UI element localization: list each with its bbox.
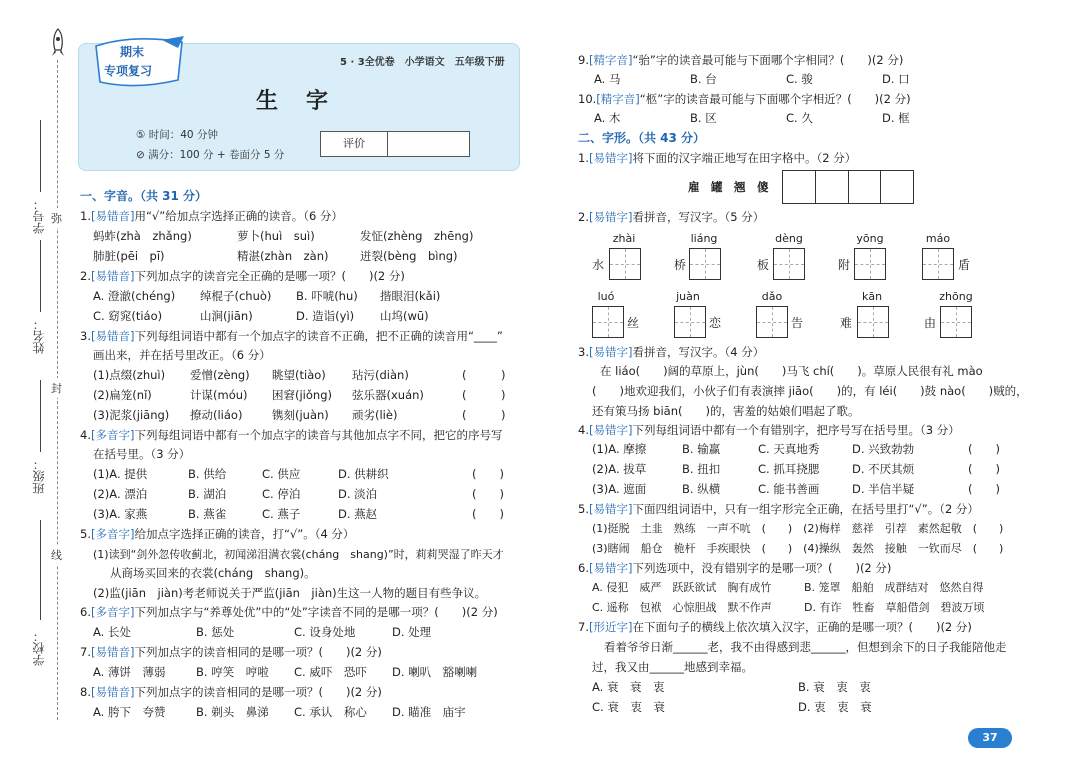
r-question-5: 5.[易错字]下面四组词语中，只有一组字形完全正确，在括号里打“√”。（2 分） [578, 502, 979, 516]
series-label: 5 · 3全优卷 小学语文 五年级下册 [340, 57, 505, 68]
r4-option: D. 半信半疑 [852, 482, 915, 496]
copy-characters: 雇 罐 翘 傻 [688, 180, 769, 194]
r4-option: D. 兴致勃勃 [852, 442, 915, 456]
question-3-cont: 画出来，并在括号里改正。（6 分） [93, 348, 271, 362]
q10-option[interactable]: D. 框 [882, 111, 910, 125]
pinyin-label: máo [925, 232, 951, 245]
answer-blank[interactable]: ( ) [968, 482, 1000, 496]
badge-line2: 专项复习 [104, 64, 153, 78]
writing-cell[interactable] [756, 306, 788, 338]
q6-option[interactable]: D. 处理 [392, 625, 432, 639]
q7-option[interactable]: A. 薄饼 薄弱 [93, 665, 166, 679]
r7-option[interactable]: A. 衰 衰 衷 [592, 680, 665, 694]
writing-cell[interactable] [674, 306, 706, 338]
q1-option[interactable]: 精湛(zhàn zàn) [237, 249, 329, 263]
q2-option: 揩眼泪(kǎi) [380, 289, 441, 303]
pinyin-label: kān [861, 290, 883, 303]
q8-option[interactable]: C. 承认 称心 [294, 705, 367, 719]
q10-option[interactable]: C. 久 [786, 111, 813, 125]
q2-option: B. 吓唬(hu) [296, 289, 358, 303]
q2-option: C. 窈窕(tiáo) [93, 309, 163, 323]
word-part: 水 [592, 258, 605, 272]
q1-option[interactable]: 萝卜(huì suì) [237, 229, 315, 243]
r7-option[interactable]: D. 衷 衷 衰 [798, 700, 872, 714]
word-part: 告 [791, 316, 804, 330]
name-line[interactable] [40, 240, 41, 312]
word-part: 恋 [709, 316, 722, 330]
q8-option[interactable]: B. 剃头 鼻涕 [196, 705, 269, 719]
pinyin-label: yōng [856, 232, 884, 245]
q6-option[interactable]: B. 惩处 [196, 625, 235, 639]
r6-option[interactable]: A. 侵犯 威严 跃跃欲试 胸有成竹 [592, 581, 772, 594]
q4-option: D. 燕赵 [338, 507, 378, 521]
r4-option: (3)A. 遮面 [592, 482, 647, 496]
q10-option[interactable]: A. 木 [594, 111, 621, 125]
q3-word: 顽劣(liè) [352, 408, 398, 422]
r-question-7: 7.[形近字]在下面句子的横线上依次填入汉字，正确的是哪一项？( )(2 分) [578, 620, 972, 634]
q3-word: 玷污(diàn) [352, 368, 409, 382]
r6-option[interactable]: C. 遥称 包袱 心惊胆战 默不作声 [592, 601, 772, 614]
word-part: 桥 [674, 258, 687, 272]
name-label: 姓名： [32, 318, 46, 354]
q4-option: D. 供耕织 [338, 467, 389, 481]
q10-option[interactable]: B. 区 [690, 111, 717, 125]
r3-passage-line: 在 liáo( )阔的草原上，jùn( )马飞 chí( )。草原人民很有礼 mào [600, 364, 983, 378]
word-part: 由 [924, 316, 937, 330]
q9-option[interactable]: D. 口 [882, 72, 910, 86]
word-part: 丝 [627, 316, 640, 330]
q3-word: (2)扁笼(nǐ) [93, 388, 152, 402]
school-line[interactable] [40, 520, 41, 620]
school-label: 学校： [32, 630, 46, 666]
question-3: 3.[易错音]下列每组词语中都有一个加点字的读音不正确，把不正确的读音用“____” [80, 329, 503, 343]
q3-word: 困窘(jiǒng) [272, 388, 332, 402]
q9-option[interactable]: B. 台 [690, 72, 717, 86]
question-5-line: 从商场买回来的衣裳(cháng shang)。 [110, 566, 316, 580]
seal-mark-mi: 弥 [51, 208, 62, 228]
writing-cell[interactable] [940, 306, 972, 338]
r-question-2: 2.[易错字]看拼音，写汉字。（5 分） [578, 210, 765, 224]
q1-option[interactable]: 发怔(zhèng zhēng) [360, 229, 474, 243]
writing-cell[interactable] [857, 306, 889, 338]
r5-line: (1)挺脱 土韭 熟练 一声不吭 ( ) (2)梅样 慈祥 引荐 素然起敬 ( ) [592, 522, 1004, 535]
seal-mark-xian: 线 [51, 545, 62, 565]
writing-grid[interactable] [782, 170, 914, 204]
r4-option: B. 纵横 [682, 482, 721, 496]
r4-option: B. 扭扣 [682, 462, 721, 476]
evaluation-box[interactable] [320, 131, 470, 157]
page-title: 生字 [256, 88, 357, 114]
answer-blank[interactable]: ( ) [462, 368, 506, 382]
question-5-line: (1)读到“剑外忽传收蓟北，初闻涕泪满衣裳(cháng shang)”时，莉莉哭湿了昨天才 [93, 548, 504, 561]
q4-option: C. 停泊 [262, 487, 301, 501]
r4-option: C. 能书善画 [758, 482, 820, 496]
page-number: 37 [968, 728, 1012, 748]
q3-word: (3)泥浆(jiāng) [93, 408, 170, 422]
question-9: 9.[精字音]“骀”字的读音最可能与下面哪个字相同？( )(2 分) [578, 53, 904, 67]
r-question-6: 6.[易错字]下列选项中，没有错别字的是哪一项？( )(2 分) [578, 561, 892, 575]
score-info: ⊘ 满分：100 分 + 卷面分 5 分 [136, 149, 285, 161]
seal-mark-feng: 封 [51, 378, 62, 398]
rocket-icon [50, 28, 66, 58]
class-label: 班级： [32, 458, 46, 494]
r-question-1: 1.[易错字]将下面的汉字端正地写在田字格中。（2 分） [578, 151, 857, 165]
r4-option: D. 不厌其烦 [852, 462, 915, 476]
class-line[interactable] [40, 380, 41, 452]
q7-option[interactable]: C. 威吓 恐吓 [294, 665, 367, 679]
q7-option[interactable]: B. 哼笑 哼啦 [196, 665, 269, 679]
writing-cell[interactable] [592, 306, 624, 338]
question-1: 1.[易错音]用“√”给加点字选择正确的读音。（6 分） [80, 209, 343, 223]
q3-word: 镌刻(juàn) [272, 408, 329, 422]
word-part: 盾 [958, 258, 971, 272]
r6-option[interactable]: D. 有诈 牲畜 草船借剑 碧波万顷 [804, 601, 985, 614]
writing-cell[interactable] [854, 248, 886, 280]
r7-sentence: 过，我又由______地感到幸福。 [592, 660, 753, 674]
q4-option: (3)A. 家燕 [93, 507, 148, 521]
r4-option: (1)A. 摩擦 [592, 442, 647, 456]
q2-option: 山坞(wū) [380, 309, 429, 323]
pinyin-label: dèng [775, 232, 803, 245]
q4-option: B. 供给 [188, 467, 227, 481]
time-info: ⑤ 时间：40 分钟 [136, 129, 218, 141]
binding-margin [0, 0, 75, 763]
word-part: 难 [840, 316, 853, 330]
question-7: 7.[易错音]下列加点字的读音相同的是哪一项？( )(2 分) [80, 645, 382, 659]
answer-blank[interactable]: ( ) [462, 408, 506, 422]
q4-option: D. 淡泊 [338, 487, 378, 501]
q4-option: (2)A. 漂泊 [93, 487, 148, 501]
writing-cell[interactable] [609, 248, 641, 280]
r5-line: (3)瞎闹 船仓 桅杆 手疾眼快 ( ) (4)操纵 轰然 接触 一钦而尽 ( ) [592, 542, 1004, 555]
q3-word: (1)点缀(zhuì) [93, 368, 166, 382]
r4-option: C. 抓耳挠腮 [758, 462, 820, 476]
question-2: 2.[易错音]下列加点字的读音完全正确的是哪一项？( )(2 分) [80, 269, 405, 283]
q2-option: 绰棍子(chuò) [200, 289, 272, 303]
badge-line1: 期末 [120, 45, 145, 59]
q3-word: 爱憎(zèng) [190, 368, 250, 382]
pinyin-label: zhài [612, 232, 636, 245]
r3-passage-line: 还有策马扬 biān( )的，害羞的姑娘们唱起了歌。 [592, 404, 860, 418]
question-5: 5.[多音字]给加点字选择正确的读音，打“√”。（4 分） [80, 527, 355, 541]
pinyin-label: juàn [676, 290, 700, 303]
q4-option: C. 供应 [262, 467, 301, 481]
answer-blank[interactable]: ( ) [472, 467, 504, 481]
q1-option[interactable]: 肺脏(pēi pī) [93, 249, 165, 263]
r4-option: (2)A. 拔草 [592, 462, 647, 476]
q2-option: A. 澄澈(chéng) [93, 289, 176, 303]
question-4: 4.[多音字]下列每组词语中都有一个加点字的读音与其他加点字不同，把它的序号写 [80, 428, 503, 442]
answer-blank[interactable]: ( ) [968, 442, 1000, 456]
answer-blank[interactable]: ( ) [462, 388, 506, 402]
q8-option[interactable]: A. 胯下 夸赞 [93, 705, 166, 719]
q4-option: B. 湖泊 [188, 487, 227, 501]
r-question-4: 4.[易错字]下列每组词语中都有一个有错别字，把序号写在括号里。（3 分） [578, 423, 960, 437]
answer-blank[interactable]: ( ) [472, 507, 504, 521]
question-10: 10.[精字音]“柩”字的读音最可能与下面哪个字相近？( )(2 分) [578, 92, 911, 106]
q6-option[interactable]: A. 长处 [93, 625, 131, 639]
r4-option: B. 输赢 [682, 442, 721, 456]
writing-cell[interactable] [773, 248, 805, 280]
q8-option[interactable]: D. 瞄准 庙宇 [392, 705, 466, 719]
answer-blank[interactable]: ( ) [968, 462, 1000, 476]
q4-option: (1)A. 提供 [93, 467, 148, 481]
question-8: 8.[易错音]下列加点字的读音相同的是哪一项？( )(2 分) [80, 685, 382, 699]
q3-word: 眺望(tiào) [272, 368, 326, 382]
q9-option[interactable]: C. 骏 [786, 72, 813, 86]
q9-option[interactable]: A. 马 [594, 72, 621, 86]
q3-word: 撩动(liáo) [190, 408, 243, 422]
pinyin-label: liáng [690, 232, 718, 245]
r4-option: C. 天真地秀 [758, 442, 820, 456]
r6-option[interactable]: B. 笼罩 船舶 成群结对 悠然自得 [804, 581, 984, 594]
q3-word: 计谋(móu) [190, 388, 248, 402]
student-id-line[interactable] [40, 120, 41, 192]
writing-cell[interactable] [689, 248, 721, 280]
student-id-label: 学号： [32, 198, 46, 234]
q2-option: D. 造诣(yì) [296, 309, 355, 323]
pinyin-label: zhōng [939, 290, 973, 303]
section-character-form: 二、字形。（共 43 分） [578, 131, 706, 145]
r7-option[interactable]: B. 衰 衷 衷 [798, 680, 871, 694]
q4-option: C. 燕子 [262, 507, 301, 521]
evaluation-label: 评价 [321, 132, 388, 156]
q7-option[interactable]: D. 喇叭 豁喇喇 [392, 665, 478, 679]
pinyin-label: luó [597, 290, 615, 303]
r7-option[interactable]: C. 衰 衷 衰 [592, 700, 665, 714]
answer-blank[interactable]: ( ) [472, 487, 504, 501]
writing-cell[interactable] [922, 248, 954, 280]
q6-option[interactable]: C. 设身处地 [294, 625, 356, 639]
word-part: 附 [838, 258, 851, 272]
question-5-line: (2)监(jiān jiàn)考老师说关于严监(jiān jiàn)生这一人物的题目有些争议。 [93, 586, 487, 600]
section-pronunciation: 一、字音。（共 31 分） [80, 189, 208, 203]
word-part: 板 [757, 258, 770, 272]
question-4-cont: 在括号里。（3 分） [93, 447, 191, 461]
q1-option[interactable]: 蚂蚱(zhà zhǎng) [93, 229, 192, 243]
q1-option[interactable]: 迸裂(bèng bìng) [360, 249, 458, 263]
q3-word: 弦乐器(xuán) [352, 388, 424, 402]
pinyin-label: dǎo [761, 290, 783, 303]
q4-option: B. 燕雀 [188, 507, 227, 521]
r3-passage-line: ( )地欢迎我们，小伙子们有表演摔 jiāo( )的，有 léi( )鼓 nào( )贼的， [592, 384, 1028, 398]
q2-option: 山涧(jiān) [200, 309, 253, 323]
r7-sentence: 看着爷爷日渐______老，我不由得感到悲______，但想到余下的日子我能陪他走 [604, 640, 1007, 654]
r-question-3: 3.[易错字]看拼音，写汉字。（4 分） [578, 345, 765, 359]
question-6: 6.[多音字]下列加点字与“养尊处优”中的“处”字读音不同的是哪一项？( )(2 分) [80, 605, 498, 619]
